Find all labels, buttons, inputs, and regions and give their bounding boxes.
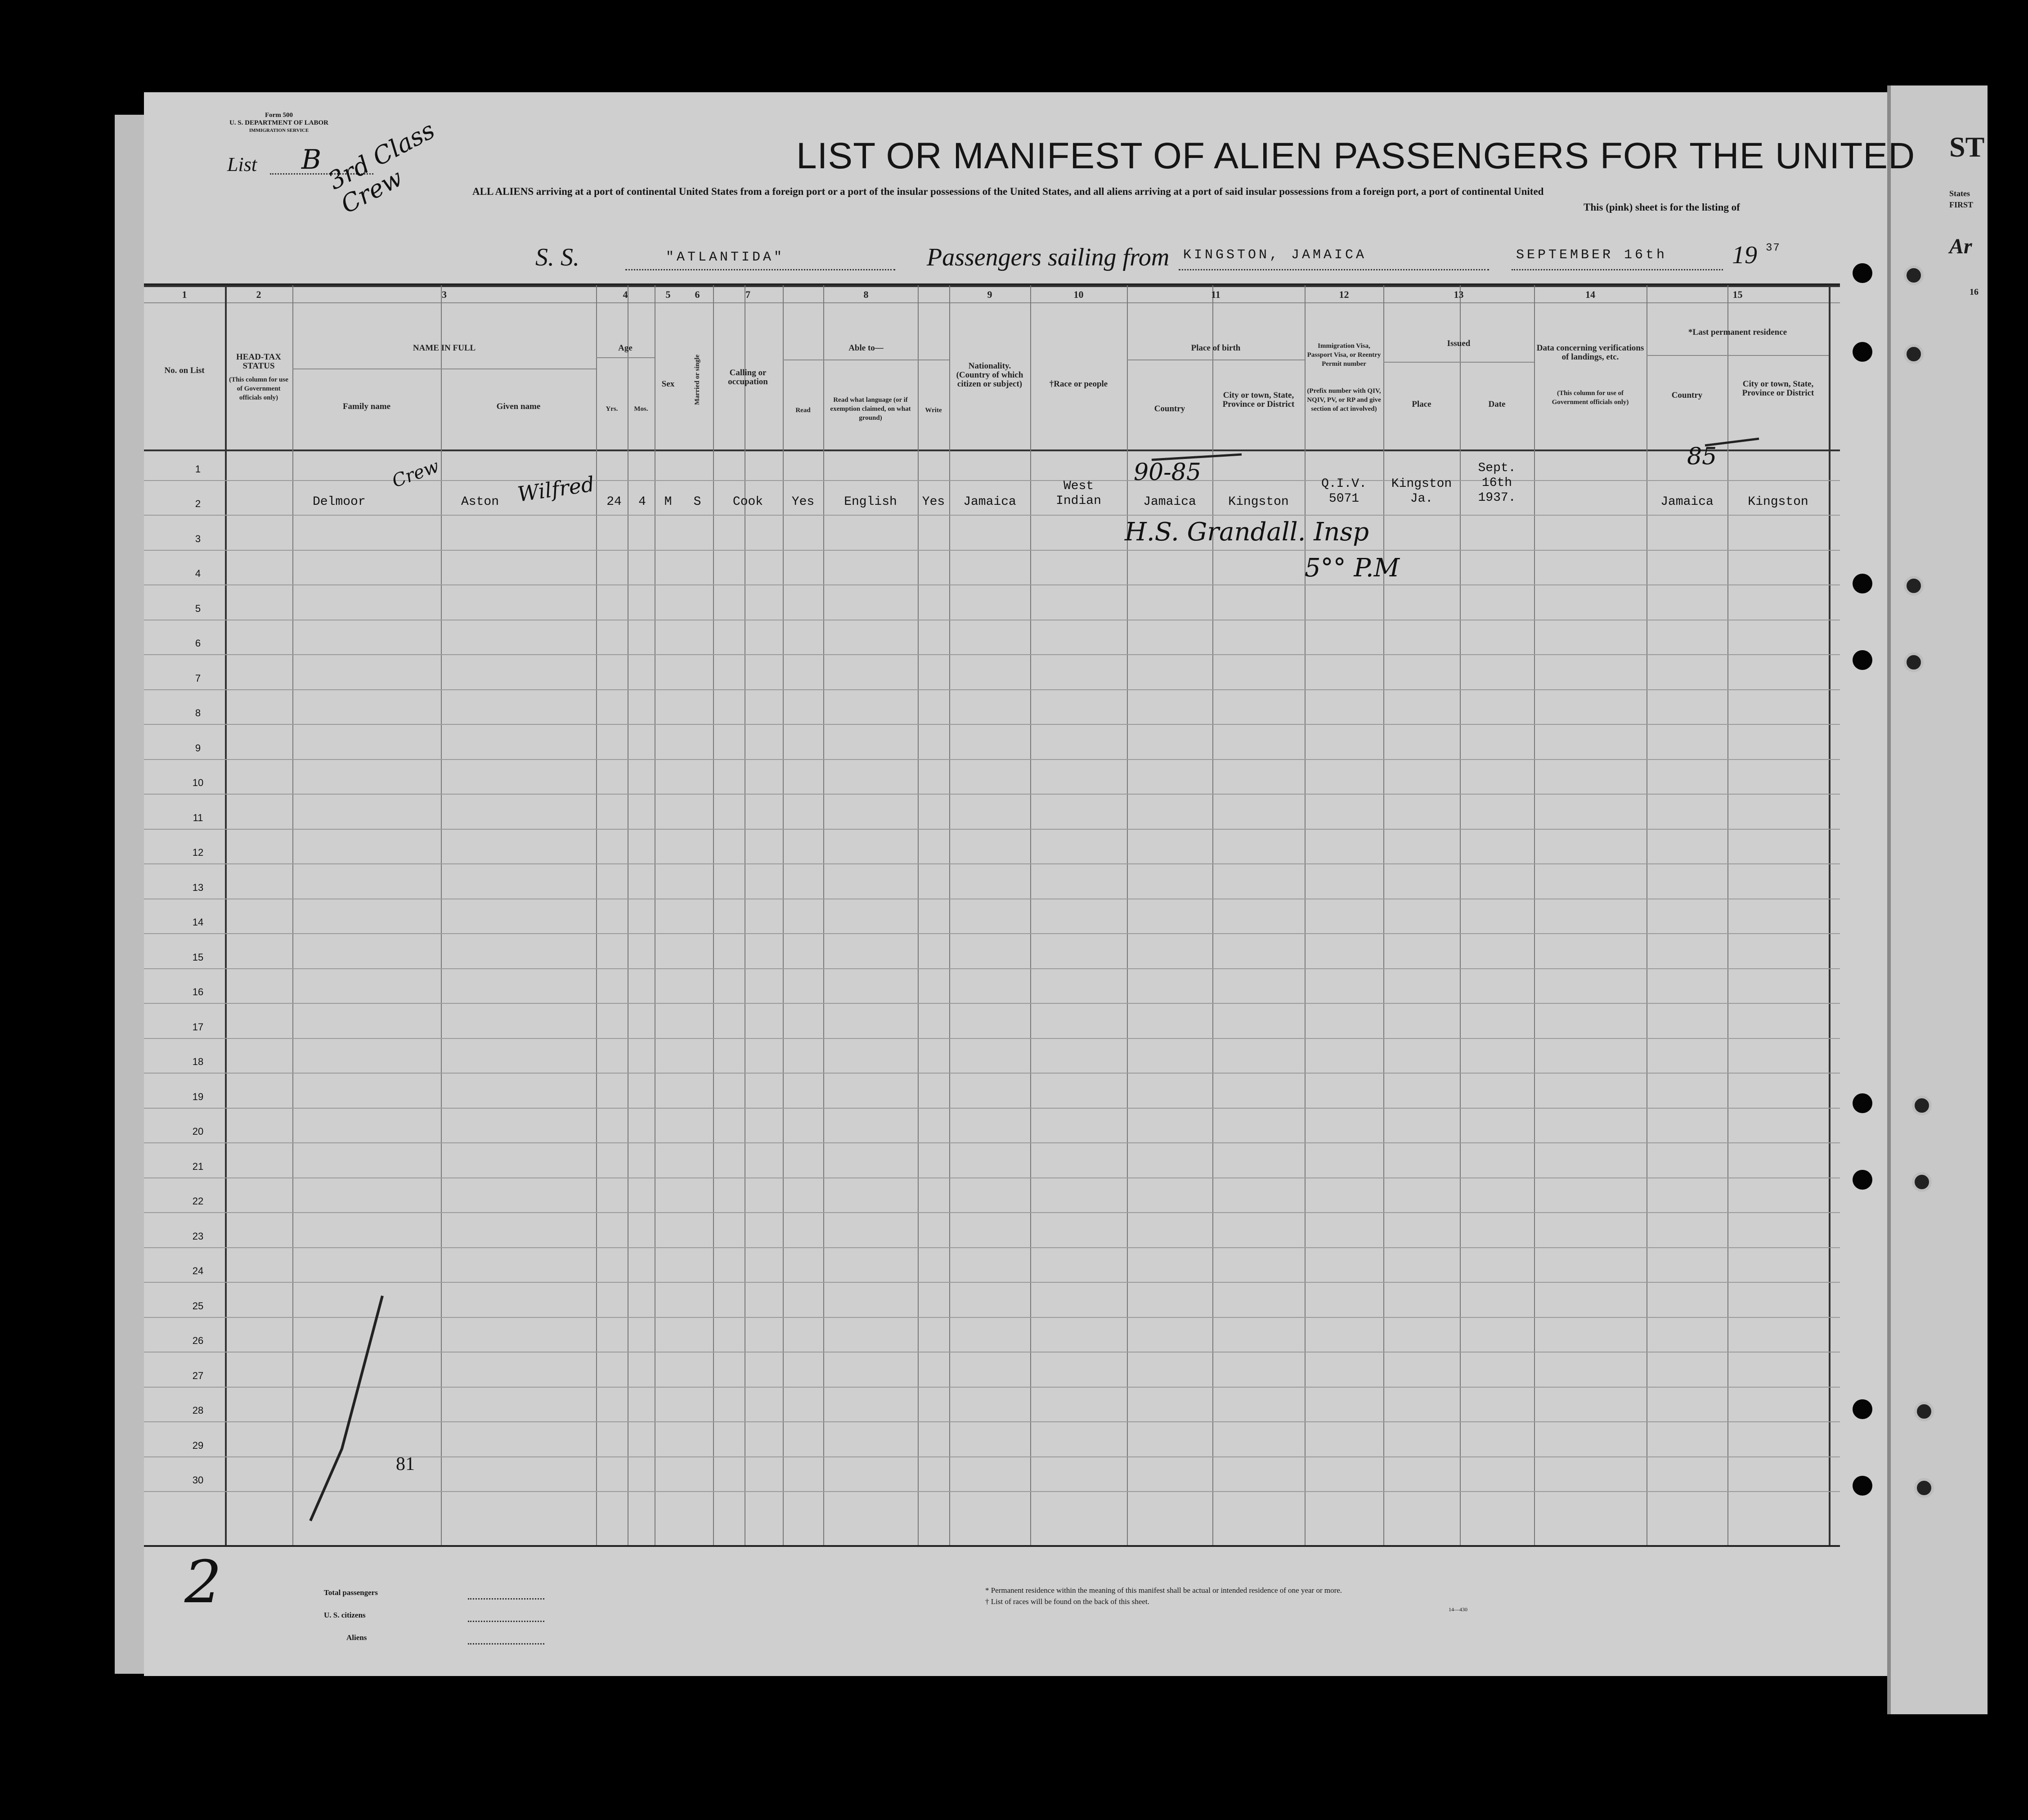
- row-number: 28: [192, 1405, 204, 1416]
- time-note-handwritten: 5°° P.M: [1305, 553, 1400, 583]
- row-number: 5: [195, 602, 201, 614]
- col-number-13: 13: [1454, 289, 1464, 300]
- no-on-list-heading: No. on List: [164, 366, 205, 375]
- row-number: 20: [192, 1126, 204, 1137]
- birth-code-handwritten: 90-85: [1134, 459, 1201, 486]
- issued-place-heading: Place: [1412, 400, 1431, 409]
- list-label: List: [227, 153, 257, 175]
- write-heading: Write: [925, 407, 942, 414]
- ss-label: S. S.: [535, 243, 579, 271]
- punch-hole: [1853, 574, 1872, 593]
- manifest-subtitle-2: This (pink) sheet is for the listing of: [1584, 202, 1740, 213]
- age-heading: Age: [618, 343, 633, 353]
- col-number-10: 10: [1073, 289, 1084, 300]
- row-number: 17: [192, 1021, 204, 1033]
- row-number: 8: [195, 707, 201, 719]
- place-of-birth-heading: Place of birth: [1191, 343, 1241, 353]
- manifest-subtitle-1: ALL ALIENS arriving at a port of continental United States from a foreign port or a port of the insular possessions of the United States, and all aliens arriving at a port of said insular possessions from a foreign port, a port of continental United: [472, 186, 1544, 197]
- punch-hole: [1853, 1476, 1872, 1496]
- race-value-1: West: [1063, 479, 1094, 493]
- row-number: 25: [192, 1300, 204, 1312]
- birth-city-value: Kingston: [1228, 495, 1289, 509]
- landing-data-note: (This column for use of Government officials only): [1552, 390, 1629, 406]
- row-number: 2: [195, 498, 201, 510]
- residence-code-handwritten: 85: [1687, 443, 1717, 470]
- col-number-1: 1: [182, 289, 187, 300]
- service-label: IMMIGRATION SERVICE: [249, 128, 309, 133]
- occupation-value: Cook: [732, 495, 763, 509]
- head-tax-heading: HEAD-TAX STATUS: [236, 352, 281, 371]
- col-number-3: 3: [442, 289, 447, 300]
- visa-heading: Immigration Visa, Passport Visa, or Reentry Permit number: [1307, 342, 1381, 368]
- res-country-heading: Country: [1671, 391, 1703, 400]
- row-number: 16: [192, 986, 204, 998]
- row-number: 18: [192, 1056, 204, 1068]
- row-number: 14: [192, 917, 204, 928]
- row-number: 6: [195, 638, 201, 649]
- col-number-15: 15: [1732, 289, 1743, 300]
- punch-hole: [1853, 1399, 1872, 1419]
- read-heading: Read: [795, 407, 811, 414]
- manifest-title: LIST OR MANIFEST OF ALIEN PASSENGERS FOR THE UNITED: [796, 135, 1916, 176]
- total-passengers-line: [468, 1598, 544, 1600]
- long-check-stroke: [310, 1296, 382, 1521]
- age-years-value: 24: [606, 495, 622, 509]
- row-number: 13: [192, 881, 204, 893]
- married-heading: Married or single: [694, 354, 701, 405]
- adjacent-line-3: Ar: [1949, 234, 1972, 258]
- visa-value-1: Q.I.V.: [1321, 477, 1367, 491]
- row-number: 23: [192, 1230, 204, 1242]
- punch-hole: [1904, 576, 1924, 596]
- row-number: 19: [192, 1091, 204, 1102]
- us-citizens-label: U. S. citizens: [324, 1611, 366, 1619]
- punch-hole: [1904, 265, 1924, 285]
- given-name-value: Aston: [461, 495, 499, 509]
- punch-hole: [1912, 1172, 1932, 1192]
- last-residence-heading: *Last permanent residence: [1688, 328, 1787, 337]
- row-number: 29: [192, 1439, 204, 1451]
- birth-country-value: Jamaica: [1143, 495, 1196, 509]
- officer-note-handwritten: H.S. Grandall. Insp: [1125, 517, 1369, 547]
- row-number: 1: [195, 463, 201, 475]
- res-city-heading: City or town, State, Province or District: [1742, 379, 1814, 398]
- row-number: 15: [192, 951, 204, 963]
- issued-date-value-3: 1937.: [1478, 491, 1516, 505]
- col-number-14: 14: [1585, 289, 1595, 300]
- age-months-value: 4: [638, 495, 646, 509]
- issued-place-value-2: Ja.: [1410, 492, 1433, 506]
- visa-value-2: 5071: [1328, 492, 1359, 506]
- crew-note-handwritten: Crew: [389, 455, 442, 492]
- adjacent-col-16: 16: [1970, 287, 1979, 297]
- year-suffix: 37: [1766, 242, 1781, 254]
- department-label: U. S. DEPARTMENT OF LABOR: [229, 119, 329, 126]
- col-number-4: 4: [623, 289, 628, 300]
- residence-code-stroke: [1705, 439, 1759, 445]
- form-code: 14—430: [1449, 1606, 1467, 1613]
- punch-hole: [1853, 342, 1872, 362]
- issued-date-value-1: Sept.: [1478, 461, 1516, 475]
- race-value-2: Indian: [1056, 494, 1101, 508]
- row-number: 12: [192, 847, 204, 858]
- family-name-value: Delmoor: [313, 495, 366, 509]
- marital-value: S: [693, 495, 701, 509]
- col-number-5: 5: [665, 289, 671, 300]
- row-number: 4: [195, 568, 201, 580]
- class-note-handwritten: 3rd Class Crew: [323, 116, 440, 219]
- row-number: 26: [192, 1335, 204, 1347]
- adjacent-line-2: FIRST: [1949, 200, 1974, 209]
- adjacent-line-1: States: [1949, 189, 1970, 198]
- sailing-date: SEPTEMBER 16th: [1516, 247, 1668, 263]
- family-name-heading: Family name: [342, 402, 391, 411]
- issued-date-heading: Date: [1488, 400, 1506, 409]
- language-value: English: [844, 495, 897, 509]
- aliens-label: Aliens: [346, 1633, 367, 1642]
- list-value: B: [301, 144, 322, 175]
- landing-data-heading: Data concerning verifications of landings, etc.: [1536, 343, 1644, 362]
- given-name-handwritten: Wilfred: [516, 472, 596, 507]
- punch-hole: [1904, 652, 1924, 672]
- punch-hole: [1914, 1402, 1934, 1421]
- col-number-8: 8: [863, 289, 869, 300]
- race-heading: †Race or people: [1049, 379, 1108, 389]
- ship-name: "ATLANTIDA": [666, 250, 785, 265]
- res-country-value: Jamaica: [1660, 495, 1714, 509]
- row-number: 30: [192, 1474, 204, 1486]
- col-number-11: 11: [1211, 289, 1220, 300]
- read-language-heading: Read what language (or if exemption claimed, on what ground): [830, 396, 911, 422]
- able-to-heading: Able to—: [848, 343, 884, 353]
- us-citizens-line: [468, 1621, 544, 1622]
- footnote-residence: * Permanent residence within the meaning of this manifest shall be actual or intended residence of one year or more.: [985, 1586, 1342, 1595]
- punch-hole: [1912, 1096, 1932, 1115]
- adjacent-title-fragment: ST: [1949, 131, 1985, 163]
- col-number-6: 6: [695, 289, 700, 300]
- sailing-label: Passengers sailing from: [927, 243, 1170, 271]
- aliens-line: [468, 1643, 544, 1645]
- row-number: 27: [192, 1370, 204, 1381]
- page-count: 81: [396, 1454, 415, 1474]
- punch-hole: [1853, 263, 1872, 283]
- nationality-heading: Nationality. (Country of which citizen or subject): [956, 361, 1023, 389]
- punch-hole: [1853, 650, 1872, 670]
- issued-place-value-1: Kingston: [1391, 477, 1452, 491]
- form-number: Form 500: [265, 112, 293, 119]
- punch-hole: [1914, 1478, 1934, 1498]
- col-number-12: 12: [1339, 289, 1349, 300]
- footnote-races: † List of races will be found on the back of this sheet.: [985, 1597, 1149, 1606]
- write-value: Yes: [922, 495, 945, 509]
- punch-hole: [1853, 1170, 1872, 1190]
- calling-heading: Calling or occupation: [728, 368, 768, 386]
- punch-hole: [1904, 344, 1924, 364]
- row-number: 3: [195, 533, 201, 544]
- visa-note: (Prefix number with QIV, NQIV, PV, or RP and give section of act involved): [1307, 387, 1381, 413]
- res-city-value: Kingston: [1748, 495, 1808, 509]
- birth-city-heading: City or town, State, Province or District: [1222, 391, 1295, 409]
- row-number: 21: [192, 1160, 204, 1172]
- sex-value: M: [664, 495, 672, 509]
- total-passengers-label: Total passengers: [324, 1588, 378, 1597]
- given-name-heading: Given name: [496, 402, 541, 411]
- row-number: 22: [192, 1195, 204, 1207]
- corner-mark-handwritten: 2: [184, 1548, 222, 1616]
- issued-date-value-2: 16th: [1481, 476, 1512, 490]
- row-number: 9: [195, 742, 201, 754]
- row-number: 10: [192, 777, 204, 789]
- row-number: 7: [195, 672, 201, 684]
- sailing-from: KINGSTON, JAMAICA: [1183, 247, 1367, 263]
- nationality-value: Jamaica: [963, 495, 1016, 509]
- col-number-9: 9: [987, 289, 992, 300]
- yrs-heading: Yrs.: [606, 405, 618, 413]
- head-tax-note: (This column for use of Government officials only): [229, 376, 288, 401]
- row-number: 24: [192, 1265, 204, 1277]
- birth-country-heading: Country: [1154, 404, 1185, 413]
- sex-heading: Sex: [661, 379, 675, 389]
- col-number-7: 7: [745, 289, 750, 300]
- birth-code-stroke: [1152, 454, 1242, 460]
- name-in-full-heading: NAME IN FULL: [413, 343, 476, 353]
- year-prefix: 19: [1732, 241, 1757, 269]
- issued-heading: Issued: [1447, 339, 1471, 348]
- row-number: 11: [193, 812, 203, 823]
- col-number-2: 2: [256, 289, 261, 300]
- read-value: Yes: [791, 495, 815, 509]
- punch-hole: [1853, 1093, 1872, 1113]
- mos-heading: Mos.: [634, 405, 648, 413]
